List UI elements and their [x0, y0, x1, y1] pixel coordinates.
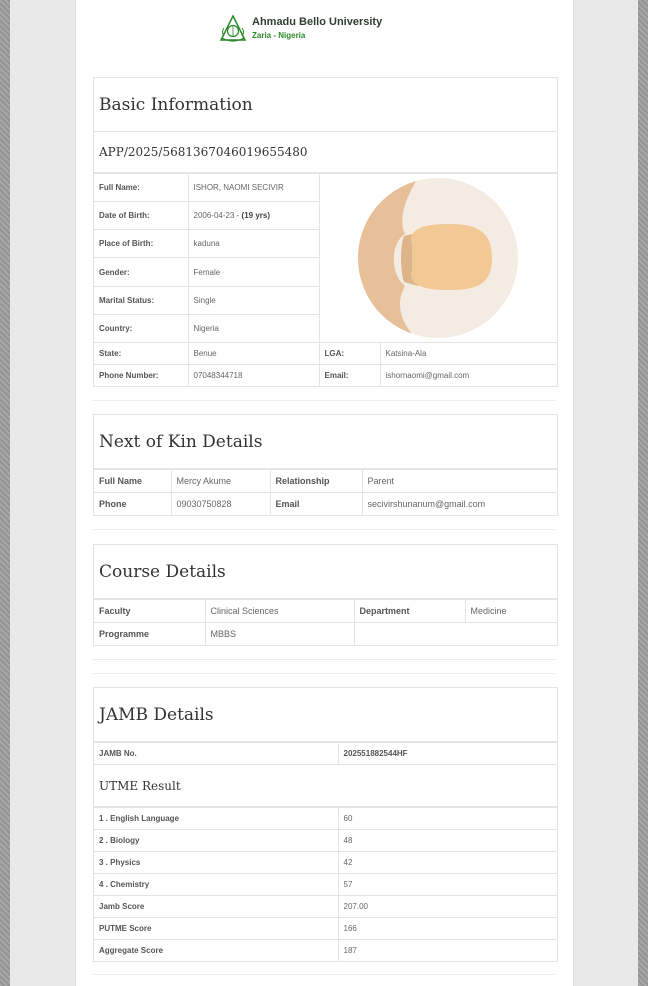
application-page [75, 0, 574, 986]
country-label: Country: [94, 314, 188, 342]
table-row [94, 874, 557, 896]
lga-label: LGA: [319, 343, 380, 365]
section-divider [93, 673, 556, 674]
jamb-number-table [94, 742, 557, 765]
kin-full-name-label: Full Name [94, 470, 171, 493]
lga-value: Katsina-Ala [380, 343, 557, 365]
basic-information-title: Basic Information [94, 78, 557, 132]
email-value: ishornaomi@gmail.com [380, 365, 557, 387]
jamb-details-card [93, 687, 558, 962]
kin-email-value: secivirshunanum@gmail.com [362, 493, 557, 516]
university-name: Ahmadu Bello University [252, 16, 383, 28]
phone-number-value: 07048344718 [188, 365, 319, 387]
gender-value: Female [188, 258, 319, 286]
basic-information-table [94, 173, 557, 386]
kin-full-name-value: Mercy Akume [171, 470, 270, 493]
aggregate-score-label: Aggregate Score [94, 940, 338, 962]
university-logo-icon [218, 14, 248, 44]
table-row [94, 918, 557, 940]
table-row [94, 852, 557, 874]
utme-row-value: 42 [338, 852, 557, 874]
putme-score-value: 166 [338, 918, 557, 940]
country-value: Nigeria [188, 314, 319, 342]
full-name-label: Full Name: [94, 174, 188, 202]
programme-value: MBBS [205, 623, 354, 646]
next-of-kin-title: Next of Kin Details [94, 415, 557, 469]
basic-information-card [93, 77, 558, 387]
marital-status-value: Single [188, 286, 319, 314]
passport-photo [319, 174, 557, 343]
place-of-birth-label: Place of Birth: [94, 230, 188, 258]
avatar-placeholder-icon [320, 174, 557, 342]
email-label: Email: [319, 365, 380, 387]
table-row [94, 940, 557, 962]
section-divider [93, 974, 556, 975]
kin-email-label: Email [270, 493, 362, 516]
jamb-number-label: JAMB No. [94, 743, 338, 765]
gender-label: Gender: [94, 258, 188, 286]
table-row [94, 896, 557, 918]
kin-relationship-label: Relationship [270, 470, 362, 493]
jamb-score-value: 207.00 [338, 896, 557, 918]
state-value: Benue [188, 343, 319, 365]
jamb-details-title: JAMB Details [94, 688, 557, 742]
utme-row-label: 2 . Biology [94, 830, 338, 852]
utme-row-value: 48 [338, 830, 557, 852]
utme-row-label: 4 . Chemistry [94, 874, 338, 896]
date-of-birth-label: Date of Birth: [94, 202, 188, 230]
course-details-card [93, 544, 558, 646]
dob-date: 2006-04-23 - [193, 211, 242, 221]
faculty-label: Faculty [94, 600, 205, 623]
section-divider [93, 400, 556, 401]
utme-row-value: 57 [338, 874, 557, 896]
jamb-score-label: Jamb Score [94, 896, 338, 918]
next-of-kin-card [93, 414, 558, 516]
utme-row-label: 3 . Physics [94, 852, 338, 874]
marital-status-label: Marital Status: [94, 286, 188, 314]
course-details-title: Course Details [94, 545, 557, 599]
utme-result-title: UTME Result [94, 765, 557, 807]
dob-age: (19 yrs) [241, 211, 270, 221]
next-of-kin-table [94, 469, 557, 515]
utme-row-value: 60 [338, 808, 557, 830]
kin-phone-value: 09030750828 [171, 493, 270, 516]
table-row [94, 808, 557, 830]
utme-result-table [94, 807, 557, 961]
phone-number-label: Phone Number: [94, 365, 188, 387]
course-details-table [94, 599, 557, 645]
aggregate-score-value: 187 [338, 940, 557, 962]
full-name-value: ISHOR, NAOMI SECIVIR [188, 174, 319, 202]
jamb-number-value: 202551882544HF [338, 743, 557, 765]
faculty-value: Clinical Sciences [205, 600, 354, 623]
section-divider [93, 659, 556, 660]
application-number: APP/2025/5681367046019655480 [94, 132, 557, 173]
date-of-birth-value [188, 202, 319, 230]
department-value: Medicine [465, 600, 557, 623]
programme-label: Programme [94, 623, 205, 646]
university-location: Zaria - Nigeria [252, 31, 306, 40]
empty-cell [354, 623, 557, 646]
putme-score-label: PUTME Score [94, 918, 338, 940]
kin-phone-label: Phone [94, 493, 171, 516]
utme-row-label: 1 . English Language [94, 808, 338, 830]
section-divider [93, 529, 556, 530]
table-row [94, 830, 557, 852]
department-label: Department [354, 600, 465, 623]
university-header [218, 14, 382, 44]
kin-relationship-value: Parent [362, 470, 557, 493]
state-label: State: [94, 343, 188, 365]
place-of-birth-value: kaduna [188, 230, 319, 258]
